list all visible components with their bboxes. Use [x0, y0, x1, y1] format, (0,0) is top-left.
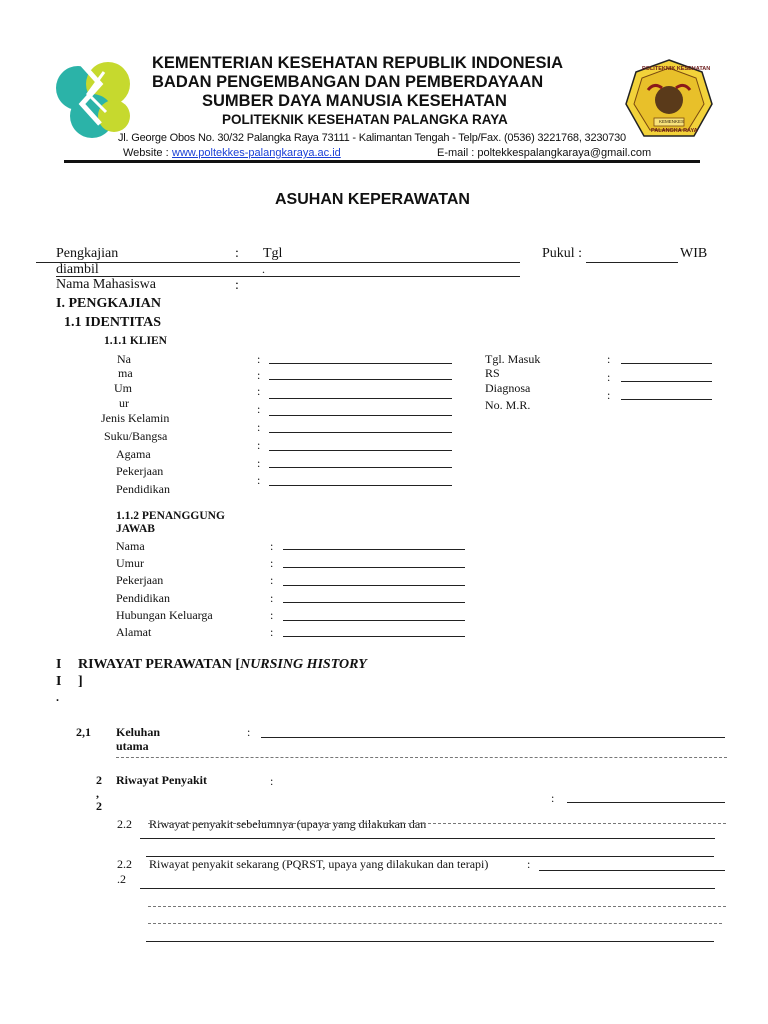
field-colon: :: [607, 370, 611, 384]
klien-heading: 1.1.1 KLIEN: [104, 335, 167, 347]
nama-mahasiswa-label: Nama Mahasiswa: [56, 277, 156, 292]
riwayat-penyakit-label: Riwayat Penyakit: [116, 773, 207, 787]
field-label: Um: [114, 381, 132, 395]
field-label: Umur: [116, 556, 144, 570]
field-label: Hubungan Keluarga: [116, 608, 213, 622]
header-rule: [64, 160, 700, 163]
tgl-masuk-line[interactable]: [621, 363, 712, 364]
field-colon: :: [270, 591, 274, 605]
pengkajian-line[interactable]: [36, 262, 520, 263]
riwayat-sebelumnya-dashed-line[interactable]: [148, 823, 726, 824]
item-2-1-number: 2,1: [76, 725, 91, 739]
section-1-heading: I. PENGKAJIAN: [56, 296, 162, 311]
item-2-2-number-b: ,: [96, 786, 99, 800]
field-colon: :: [270, 774, 274, 788]
diambil-label: diambil: [56, 262, 99, 277]
item-2-2-2-number: 2.2: [117, 857, 132, 871]
field-label: Nama: [116, 539, 145, 553]
field-label: ur: [119, 396, 129, 410]
klien-input-line[interactable]: [269, 398, 452, 399]
field-colon: :: [270, 556, 274, 570]
field-colon: :: [257, 456, 261, 470]
pj-input-line[interactable]: [283, 585, 465, 586]
item-2-2-number-c: 2: [96, 799, 102, 813]
penanggung-heading: 1.1.2 PENANGGUNG: [116, 510, 225, 522]
field-colon: :: [257, 420, 261, 434]
riwayat-sekarang-line[interactable]: [539, 870, 725, 871]
field-label: Na: [117, 352, 131, 366]
pj-input-line[interactable]: [283, 567, 465, 568]
section-2-heading-text: RIWAYAT PERAWATAN [: [78, 657, 241, 672]
item-2-2-1-number: 2.2: [117, 817, 132, 831]
field-colon: :: [607, 388, 611, 402]
pengkajian-label: Pengkajian: [56, 246, 119, 261]
document-title: ASUHAN KEPERAWATAN: [275, 191, 470, 208]
klien-input-line[interactable]: [269, 485, 452, 486]
riwayat-sekarang-label: Riwayat penyakit sekarang (PQRST, upaya yang dilakukan dan terapi): [149, 857, 489, 871]
header-line-1: KEMENTERIAN KESEHATAN REPUBLIK INDONESIA: [152, 54, 563, 72]
section-2-heading-italic: NURSING HISTORY: [240, 657, 367, 672]
website-label: Website :: [123, 147, 169, 159]
ministry-logo: [52, 54, 136, 144]
field-label: Agama: [116, 447, 151, 461]
website-link[interactable]: www.poltekkes-palangkaraya.ac.id: [172, 147, 341, 159]
riwayat-penyakit-line[interactable]: [567, 802, 725, 803]
header-line-4: POLITEKNIK KESEHATAN PALANGKA RAYA: [222, 112, 508, 127]
field-colon: :: [257, 473, 261, 487]
seal-bottom-text: PALANGKA RAYA: [651, 128, 698, 134]
seal-motto: KEMENKES: [659, 119, 685, 124]
header-line-3: SUMBER DAYA MANUSIA KESEHATAN: [202, 92, 507, 110]
tgl-masuk-label: Tgl. Masuk: [485, 352, 541, 366]
pj-input-line[interactable]: [283, 620, 465, 621]
wib-label: WIB: [680, 246, 708, 261]
header-address: Jl. George Obos No. 30/32 Palangka Raya 73111 - Kalimantan Tengah - Telp/Fax. (0536) 3221768, 3230730: [118, 132, 626, 144]
section-2-heading: [78, 657, 367, 673]
jawab-heading: JAWAB: [116, 523, 155, 535]
header-line-2: BADAN PENGEMBANGAN DAN PEMBERDAYAAN: [152, 73, 544, 91]
section-2-heading-close: ]: [78, 674, 83, 689]
riwayat-sekarang-line-2[interactable]: [140, 888, 715, 889]
field-colon: :: [270, 573, 274, 587]
field-label: Pendidikan: [116, 482, 170, 496]
keluhan-label: Keluhan: [116, 725, 161, 739]
field-label: ma: [118, 366, 133, 380]
email-text: E-mail : poltekkespalangkaraya@gmail.com: [437, 147, 652, 159]
field-colon: :: [270, 625, 274, 639]
field-label: Jenis Kelamin: [101, 411, 170, 425]
klien-input-line[interactable]: [269, 415, 452, 416]
field-label: Suku/Bangsa: [104, 429, 168, 443]
field-colon: :: [257, 384, 261, 398]
field-colon: :: [607, 352, 611, 366]
riwayat-sekarang-line-3[interactable]: [146, 941, 714, 942]
field-colon: :: [257, 438, 261, 452]
field-label: Alamat: [116, 625, 152, 639]
field-colon: :: [247, 725, 251, 739]
klien-input-line[interactable]: [269, 450, 452, 451]
tgl-label: Tgl: [263, 246, 283, 261]
field-label: Pekerjaan: [116, 464, 164, 478]
pukul-label: Pukul :: [542, 246, 583, 261]
riwayat-sebelumnya-line[interactable]: [140, 838, 715, 839]
identitas-heading: 1.1 IDENTITAS: [64, 315, 161, 330]
no-mr-line[interactable]: [621, 399, 712, 400]
utama-label: utama: [116, 739, 149, 753]
rs-label: RS: [485, 366, 500, 380]
klien-input-line[interactable]: [269, 379, 452, 380]
klien-input-line[interactable]: [269, 363, 452, 364]
diagnosa-line[interactable]: [621, 381, 712, 382]
field-label: Pendidikan: [116, 591, 170, 605]
field-colon: :: [527, 857, 531, 871]
pengkajian-colon: :: [235, 246, 239, 261]
field-colon: :: [257, 402, 261, 416]
section-2-roman-1: I: [56, 657, 62, 672]
riwayat-sebelumnya-label: Riwayat penyakit sebelumnya (upaya yang dilakukan dan: [149, 817, 427, 831]
section-2-roman-dot: .: [56, 690, 59, 704]
keluhan-dashed-line[interactable]: [116, 757, 727, 758]
field-colon: :: [257, 352, 261, 366]
pj-input-line[interactable]: [283, 636, 465, 637]
seal-top-text: POLITEKNIK KESEHATAN: [642, 66, 711, 72]
section-2-roman-2: I: [56, 674, 62, 689]
field-colon: :: [270, 608, 274, 622]
diagnosa-label: Diagnosa: [485, 381, 531, 395]
riwayat-sekarang-dashed-line[interactable]: [148, 906, 726, 907]
pj-input-line[interactable]: [283, 549, 465, 550]
item-2-2-number-a: 2: [96, 773, 102, 787]
pj-input-line[interactable]: [283, 602, 465, 603]
klien-input-line[interactable]: [269, 432, 452, 433]
klien-input-line[interactable]: [269, 467, 452, 468]
keluhan-line[interactable]: [261, 737, 725, 738]
pukul-line[interactable]: [586, 262, 678, 263]
diambil-dot: .: [262, 262, 265, 276]
riwayat-sekarang-dashed-line[interactable]: [148, 923, 722, 924]
nama-mahasiswa-colon: :: [235, 278, 239, 293]
item-2-2-2-number-b: .2: [117, 872, 126, 886]
field-colon: :: [551, 791, 555, 805]
no-mr-label: No. M.R.: [485, 398, 531, 412]
field-label: Pekerjaan: [116, 573, 164, 587]
field-colon: :: [257, 368, 261, 382]
field-colon: :: [270, 539, 274, 553]
